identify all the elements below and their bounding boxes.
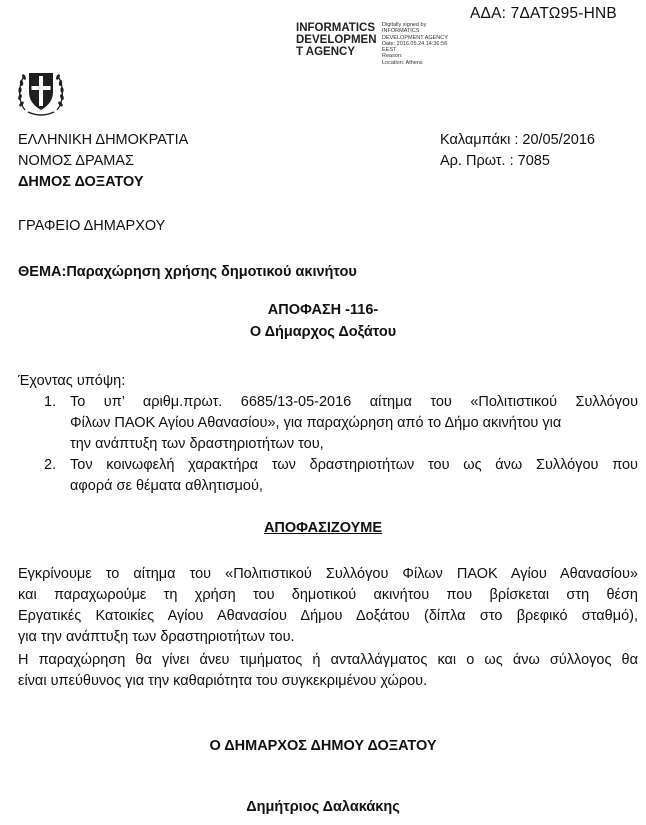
ada-code: ΑΔΑ: 7ΔΑΤΩ95-ΗΝΒ (470, 5, 617, 22)
list-item-line: αφορά σε θέματα αθλητισμού, (70, 478, 263, 494)
signer-name: Δημήτριος Δαλακάκης (246, 799, 400, 815)
digital-signature-org: INFORMATICS DEVELOPMEN T AGENCY (296, 22, 377, 58)
body-line: Εργατικές Κατοικίες Αγίου Αθανασίου Δήμου Δοξάτου (δίπλα στο βρεφικό σταθμό), (18, 608, 638, 624)
document-subject: ΘΕΜΑ:Παραχώρηση χρήσης δημοτικού ακινήτου (18, 264, 357, 280)
list-item-number: 1. (44, 394, 57, 410)
considering-label: Έχοντας υπόψη: (18, 373, 126, 389)
list-item-number: 2. (44, 457, 57, 473)
list-item-line: Το υπ’ αριθμ.πρωτ. 6685/13-05-2016 αίτημα του «Πολιτιστικού Συλλόγου (70, 394, 638, 410)
body-line: Η παραχώρηση θα γίνει άνευ τιμήματος ή ανταλλάγματος και ο ως άνω σύλλογος θα (18, 652, 638, 668)
digital-signature-details: Digitally signed by INFORMATICS DEVELOPMENT AGENCY Date: 2016.05.24 14:36:56 EEST Reason: Location: Athens (382, 22, 448, 66)
greek-coat-of-arms-icon (16, 64, 66, 118)
issuer-municipality: ΔΗΜΟΣ ΔΟΞΑΤΟΥ (18, 174, 144, 190)
body-line: και παραχωρούμε τη χρήση του δημοτικού ακινήτου που βρίσκεται στη θέση (18, 587, 638, 603)
list-item-line: Τον κοινωφελή χαρακτήρα των δραστηριοτήτων του ως άνω Συλλόγου που (70, 457, 638, 473)
decision-number: ΑΠΟΦΑΣΗ -116- (267, 302, 379, 318)
decision-authority: Ο Δήμαρχος Δοξάτου (249, 324, 397, 340)
issuer-prefecture: ΝΟΜΟΣ ΔΡΑΜΑΣ (18, 153, 134, 169)
signer-title: Ο ΔΗΜΑΡΧΟΣ ΔΗΜΟΥ ΔΟΞΑΤΟΥ (209, 738, 437, 754)
list-item-line: Φίλων ΠΑΟΚ Αγίου Αθανασίου», για παραχώρηση από το Δήμο ακινήτου για (70, 415, 562, 431)
issuer-republic: ΕΛΛΗΝΙΚΗ ΔΗΜΟΚΡΑΤΙΑ (18, 132, 189, 148)
body-line: για την ανάπτυξη των δραστηριοτήτων του. (18, 629, 295, 645)
protocol-number: Αρ. Πρωτ. : 7085 (440, 153, 550, 169)
issuer-office: ΓΡΑΦΕΙΟ ΔΗΜΑΡΧΟΥ (18, 218, 166, 234)
resolution-heading: ΑΠΟΦΑΣΙΖΟΥΜΕ (263, 520, 383, 536)
document-date: Καλαμπάκι : 20/05/2016 (440, 132, 595, 148)
body-line: Εγκρίνουμε το αίτημα του «Πολιτιστικού Συλλόγου Φίλων ΠΑΟΚ Αγίου Αθανασίου» (18, 566, 638, 582)
body-line: είναι υπεύθυνος για την καθαριότητα του συγκεκριμένου χώρου. (18, 673, 428, 689)
list-item-line: την ανάπτυξη των δραστηριοτήτων του, (70, 436, 324, 452)
